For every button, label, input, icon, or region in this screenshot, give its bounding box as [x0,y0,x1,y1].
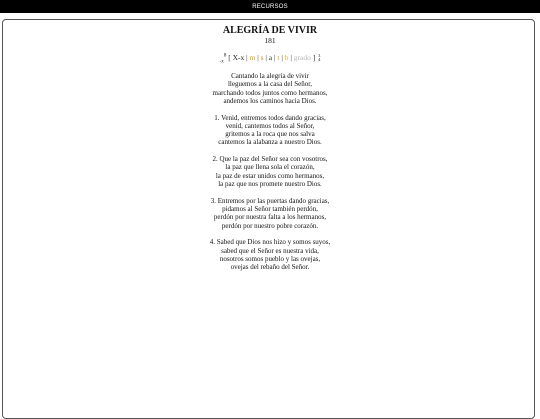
lyrics [0,72,540,280]
chorus [0,72,540,105]
legend-separator: | [244,53,250,62]
lyric-line: andemos los caminos hacia Dios. [223,96,317,105]
lyric-line: nosotros somos pueblo y las ovejas, [219,254,321,263]
lyric-line: Cantando la alegría de vivir [231,72,309,80]
lyric-line: 3. Entremos por las puertas dando gracias, [210,196,330,205]
legend-item[interactable]: t [277,53,280,62]
lyric-line: perdón por nuestra falta a los hermanos, [213,213,327,222]
song-title: ALEGRÍA DE VIVIR [222,25,318,36]
top-nav-bar [0,0,540,13]
lyric-line: sabed que el Señor es nuestra vida, [221,246,319,255]
legend-separator: | [288,53,294,62]
lyric-line: ovejas del rebaño del Señor. [230,263,310,272]
legend-item[interactable]: b [284,53,289,62]
lyric-line: la paz que llena sola el corazón, [225,163,315,172]
legend-separator: | [263,53,269,62]
stanza [0,114,540,147]
legend-separator: | [279,53,285,62]
song-number: 181 [264,36,276,45]
lyric-line: marchando todos juntos como hermanos, [212,88,328,97]
lyric-line: pidamos al Señor también perdón, [222,205,318,214]
legend-item[interactable]: X-x [232,53,245,62]
legend-item[interactable]: grado [293,53,311,62]
legend-separator: | [255,53,261,62]
chord-legend [0,53,540,65]
legend-item[interactable]: a [268,53,273,62]
lyric-line: gritemos a la roca que nos salva [225,130,315,139]
lyric-line: venid, cantemos todos al Señor, [225,121,315,130]
lyric-line: cantemos la alabanza a nuestro Dios. [218,138,322,147]
lyric-line: 2. Que la paz del Señor sea con vosotros, [212,155,328,164]
legend-separator: | [272,53,278,62]
lyric-line: lleguemos a la casa del Señor, [227,80,313,89]
stanza [0,238,540,271]
lyric-line: la paz de estar unidos como hermanos, [215,171,325,180]
legend-item[interactable]: s [260,53,264,62]
legend-prefix: $_{-x}^8$ [219,53,227,65]
legend-items [228,53,315,62]
lyric-line: 4. Sabed que Dios nos hizo y somos suyos, [209,238,331,247]
time-signature: 3 4 [318,52,321,63]
stanza [0,155,540,188]
legend-item[interactable]: m [249,53,256,62]
recursos-link[interactable]: RECURSOS [252,3,288,10]
legend-separator: [ [228,53,233,62]
lyric-line: 1. Venid, entremos todos dando gracias, [214,113,326,122]
lyric-line: perdón por nuestro pobre corazón. [221,221,319,230]
legend-separator: ] [310,53,316,62]
stanza [0,197,540,230]
lyric-line: la paz que nos promete nuestro Dios. [218,180,322,189]
